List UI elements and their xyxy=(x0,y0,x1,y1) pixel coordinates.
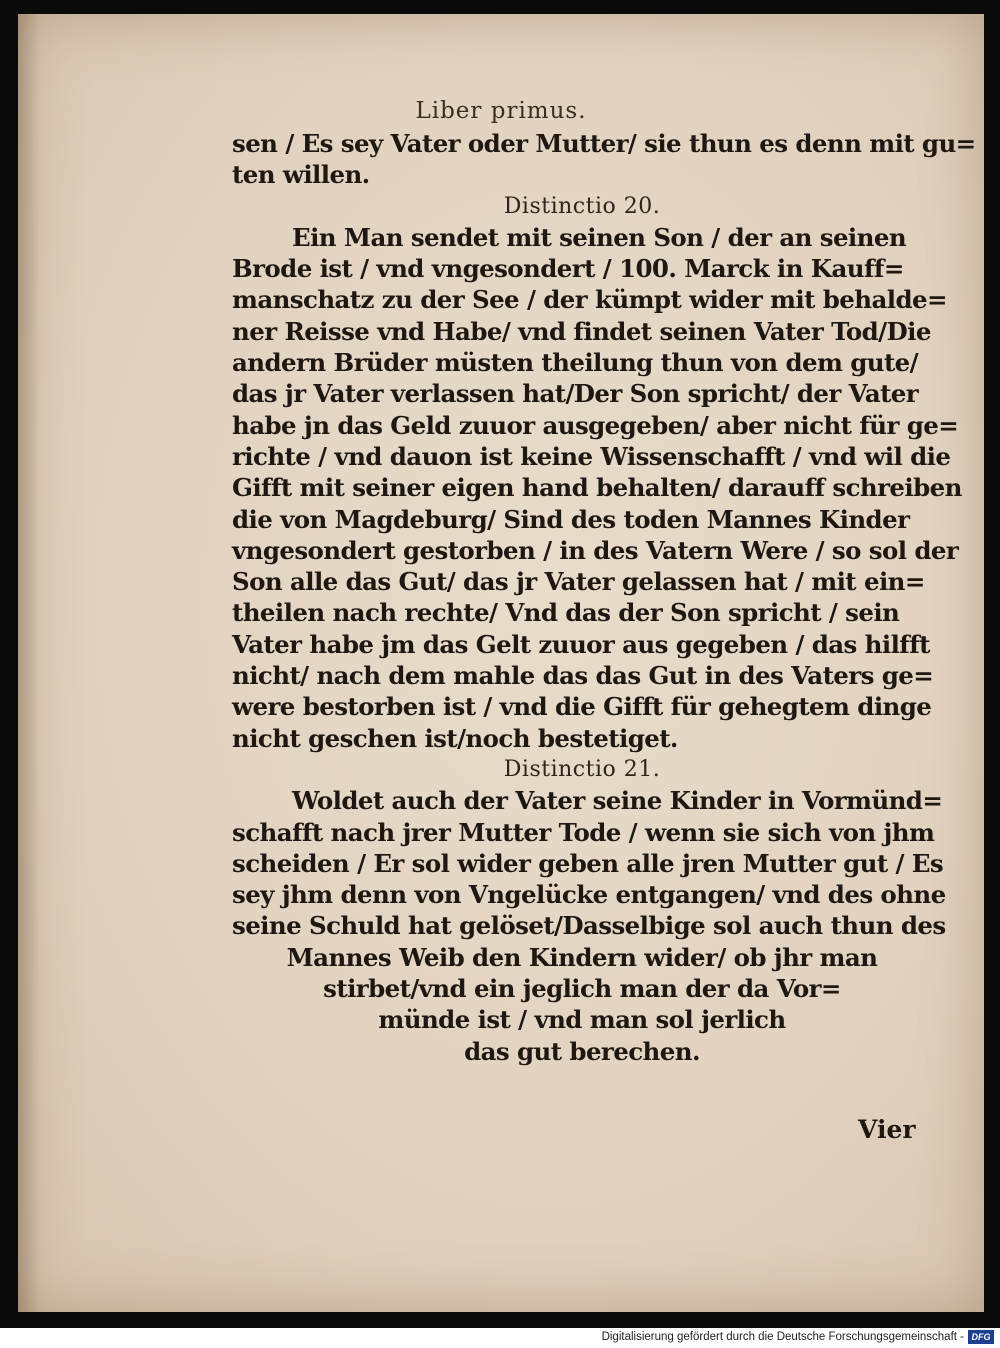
page-text xyxy=(232,128,976,1067)
section-heading-21: Distinctio 21. xyxy=(503,756,661,782)
text-line: stirbet/vnd ein jeglich man der da Vor= xyxy=(323,974,841,1004)
section-heading-20: Distinctio 20. xyxy=(503,193,661,219)
text-line: Brode ist / vnd vngesondert / 100. Marck in Kauff= xyxy=(232,254,904,284)
text-line: andern Brüder müsten theilung thun von dem gute/ xyxy=(232,348,919,378)
text-line: Ein Man sendet mit seinen Son / der an seinen xyxy=(292,222,907,252)
running-head: Liber primus. xyxy=(415,98,587,124)
text-line: ten willen. xyxy=(232,160,370,190)
funding-credit: Digitalisierung gefördert durch die Deutsche Forschungsgemeinschaft - xyxy=(601,1331,964,1343)
text-line: habe jn das Geld zuuor ausgegeben/ aber nicht für ge= xyxy=(232,410,959,440)
text-line: richte / vnd dauon ist keine Wissenschafft / vnd wil die xyxy=(232,441,951,471)
text-line: ner Reisse vnd Habe/ vnd findet seinen Vater Tod/Die xyxy=(232,316,931,346)
text-line: Woldet auch der Vater seine Kinder in Vormünd= xyxy=(292,786,943,816)
text-line: manschatz zu der See / der kümpt wider mit behalde= xyxy=(232,285,947,315)
text-line: Vater habe jm das Gelt zuuor aus gegeben / das hilfft xyxy=(232,629,930,659)
text-line: sey jhm denn von Vngelücke entgangen/ vnd des ohne xyxy=(232,880,946,910)
text-line: theilen nach rechte/ Vnd das der Son spricht / sein xyxy=(232,598,900,628)
dfg-logo: DFG xyxy=(968,1330,994,1344)
catchword: Vier xyxy=(858,1115,916,1144)
text-line: vngesondert gestorben / in des Vatern Were / so sol der xyxy=(232,535,959,565)
text-line: were bestorben ist / vnd die Gifft für gehegtem dinge xyxy=(232,692,932,722)
tapered-ending xyxy=(232,942,932,1067)
text-line: nicht geschen ist/noch bestetiget. xyxy=(232,723,678,753)
text-line: schafft nach jrer Mutter Tode / wenn sie sich von jhm xyxy=(232,817,935,847)
text-line: Gifft mit seiner eigen hand behalten/ darauff schreiben xyxy=(232,473,962,503)
text-line: Mannes Weib den Kindern wider/ ob jhr man xyxy=(286,942,878,972)
text-line: das gut berechen. xyxy=(464,1036,700,1066)
text-line: das jr Vater verlassen hat/Der Son spricht/ der Vater xyxy=(232,379,919,409)
text-line: nicht/ nach dem mahle das das Gut in des Vaters ge= xyxy=(232,661,934,691)
text-line: münde ist / vnd man sol jerlich xyxy=(378,1005,786,1035)
text-line: sen / Es sey Vater oder Mutter/ sie thun es denn mit gu= xyxy=(232,129,976,158)
footer-bar xyxy=(0,1328,1000,1348)
text-line: die von Magdeburg/ Sind des toden Mannes Kinder xyxy=(232,504,910,534)
text-line: scheiden / Er sol wider geben alle jren Mutter gut / Es xyxy=(232,848,944,878)
text-line: Son alle das Gut/ das jr Vater gelassen hat / mit ein= xyxy=(232,567,925,597)
text-line: seine Schuld hat gelöset/Dasselbige sol auch thun des xyxy=(232,911,946,941)
